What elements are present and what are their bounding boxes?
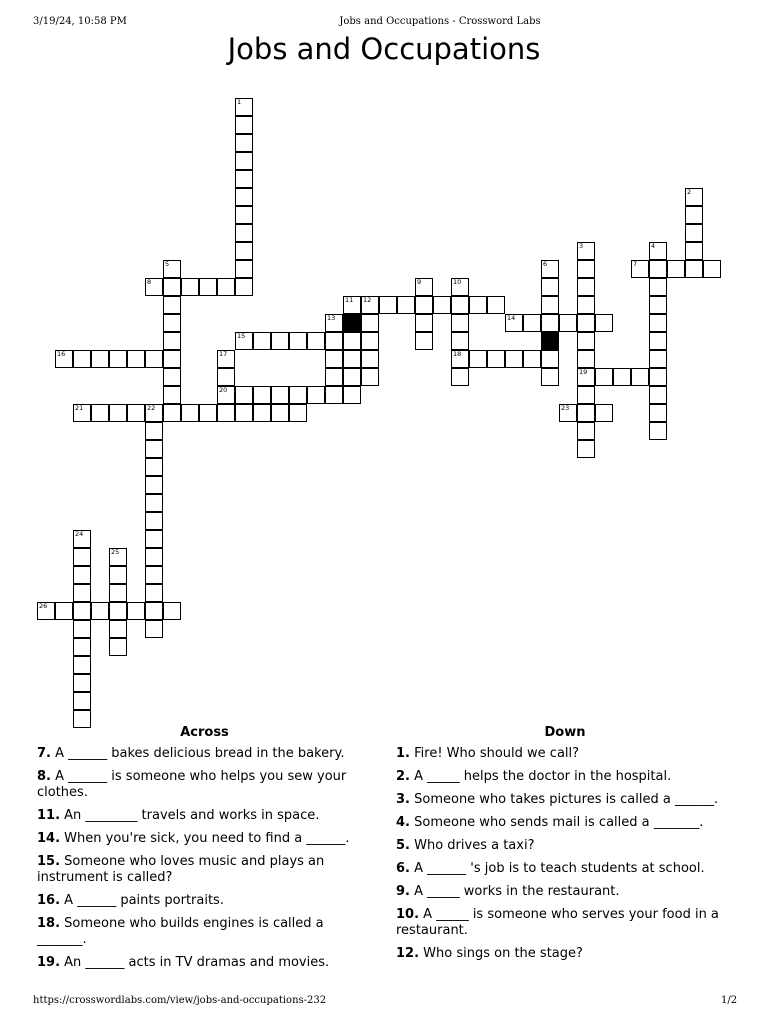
grid-cell[interactable] bbox=[577, 404, 595, 422]
across-clue-text: Someone who builds engines is called a _______. bbox=[37, 916, 324, 947]
grid-cell[interactable] bbox=[451, 332, 469, 350]
down-clue-number: 12. bbox=[396, 946, 420, 961]
grid-cell[interactable] bbox=[703, 260, 721, 278]
down-clue-number: 2. bbox=[396, 769, 410, 784]
grid-cell[interactable] bbox=[577, 350, 595, 368]
across-clue-number: 8. bbox=[37, 769, 51, 784]
grid-cell[interactable] bbox=[109, 602, 127, 620]
grid-cell[interactable] bbox=[451, 314, 469, 332]
grid-cell[interactable] bbox=[415, 314, 433, 332]
print-page-number: 1/2 bbox=[721, 995, 738, 1006]
across-heading: Across bbox=[180, 725, 229, 740]
grid-cell[interactable] bbox=[361, 368, 379, 386]
grid-cell[interactable] bbox=[343, 332, 361, 350]
grid-cell[interactable] bbox=[235, 278, 253, 296]
grid-cell[interactable] bbox=[127, 602, 145, 620]
grid-cell[interactable] bbox=[235, 206, 253, 224]
grid-cell[interactable] bbox=[289, 332, 307, 350]
grid-cell[interactable] bbox=[559, 404, 577, 422]
grid-cell[interactable] bbox=[145, 422, 163, 440]
grid-cell[interactable] bbox=[289, 386, 307, 404]
grid-cell[interactable] bbox=[577, 332, 595, 350]
grid-cell[interactable] bbox=[649, 404, 667, 422]
grid-cell[interactable] bbox=[577, 422, 595, 440]
print-page-title: Jobs and Occupations - Crossword Labs bbox=[339, 16, 541, 27]
down-clue-text: A ______ 's job is to teach students at school. bbox=[409, 861, 705, 876]
grid-cell[interactable] bbox=[163, 296, 181, 314]
grid-clue-number: 14 bbox=[507, 314, 516, 322]
grid-cell[interactable] bbox=[685, 188, 703, 206]
grid-cell[interactable] bbox=[595, 368, 613, 386]
across-column bbox=[37, 725, 372, 978]
grid-cell[interactable] bbox=[73, 638, 91, 656]
across-clue bbox=[37, 808, 372, 824]
grid-cell[interactable] bbox=[523, 350, 541, 368]
grid-cell[interactable] bbox=[235, 260, 253, 278]
across-clue-number: 19. bbox=[37, 955, 61, 970]
grid-clue-number: 12 bbox=[363, 296, 372, 304]
grid-cell[interactable] bbox=[379, 296, 397, 314]
grid-cell[interactable] bbox=[109, 548, 127, 566]
puzzle-title: Jobs and Occupations bbox=[227, 32, 541, 66]
grid-cell[interactable] bbox=[577, 296, 595, 314]
grid-cell[interactable] bbox=[73, 620, 91, 638]
grid-cell[interactable] bbox=[109, 638, 127, 656]
down-clue bbox=[396, 946, 734, 962]
down-clue-list bbox=[396, 746, 734, 962]
across-clue bbox=[37, 893, 372, 909]
grid-cell[interactable] bbox=[145, 530, 163, 548]
down-clue bbox=[396, 861, 734, 877]
grid-cell[interactable] bbox=[541, 278, 559, 296]
grid-cell[interactable] bbox=[451, 296, 469, 314]
grid-cell[interactable] bbox=[685, 260, 703, 278]
grid-clue-number: 6 bbox=[543, 260, 548, 268]
across-clue-text: An ______ acts in TV dramas and movies. bbox=[60, 955, 330, 970]
grid-cell[interactable] bbox=[469, 296, 487, 314]
grid-clue-number: 4 bbox=[651, 242, 656, 250]
grid-cell[interactable] bbox=[73, 350, 91, 368]
across-clue-text: When you're sick, you need to find a ______. bbox=[60, 831, 350, 846]
grid-clue-number: 7 bbox=[633, 260, 638, 268]
grid-cell[interactable] bbox=[235, 98, 253, 116]
down-clue-number: 1. bbox=[396, 746, 410, 761]
grid-cell[interactable] bbox=[649, 368, 667, 386]
grid-cell[interactable] bbox=[451, 350, 469, 368]
across-clue bbox=[37, 769, 372, 801]
grid-cell[interactable] bbox=[469, 350, 487, 368]
grid-cell[interactable] bbox=[271, 404, 289, 422]
grid-cell[interactable] bbox=[541, 296, 559, 314]
down-clue-text: Who drives a taxi? bbox=[409, 838, 535, 853]
grid-cell[interactable] bbox=[73, 566, 91, 584]
grid-cell[interactable] bbox=[235, 332, 253, 350]
grid-cell[interactable] bbox=[577, 368, 595, 386]
grid-cell[interactable] bbox=[163, 368, 181, 386]
grid-clue-number: 24 bbox=[75, 530, 84, 538]
grid-cell[interactable] bbox=[145, 494, 163, 512]
grid-cell[interactable] bbox=[505, 314, 523, 332]
grid-cell[interactable] bbox=[667, 260, 685, 278]
grid-clue-number: 13 bbox=[327, 314, 336, 322]
down-clue bbox=[396, 838, 734, 854]
grid-cell[interactable] bbox=[73, 674, 91, 692]
grid-cell[interactable] bbox=[325, 350, 343, 368]
grid-cell[interactable] bbox=[649, 422, 667, 440]
grid-cell[interactable] bbox=[145, 566, 163, 584]
across-clue-number: 11. bbox=[37, 808, 61, 823]
grid-cell[interactable] bbox=[163, 602, 181, 620]
grid-cell[interactable] bbox=[217, 278, 235, 296]
grid-cell[interactable] bbox=[577, 278, 595, 296]
grid-cell[interactable] bbox=[685, 242, 703, 260]
grid-cell[interactable] bbox=[109, 620, 127, 638]
grid-clue-number: 11 bbox=[345, 296, 354, 304]
grid-cell[interactable] bbox=[343, 386, 361, 404]
grid-cell[interactable] bbox=[163, 332, 181, 350]
down-clue-text: A _____ helps the doctor in the hospital. bbox=[409, 769, 672, 784]
across-clue-text: An ________ travels and works in space. bbox=[60, 808, 320, 823]
grid-cell[interactable] bbox=[343, 296, 361, 314]
grid-cell[interactable] bbox=[145, 440, 163, 458]
grid-cell[interactable] bbox=[631, 368, 649, 386]
across-clue bbox=[37, 854, 372, 886]
across-clue bbox=[37, 746, 372, 762]
grid-clue-number: 2 bbox=[687, 188, 692, 196]
grid-cell[interactable] bbox=[595, 314, 613, 332]
grid-clue-number: 16 bbox=[57, 350, 66, 358]
grid-cell[interactable] bbox=[217, 404, 235, 422]
grid-cell[interactable] bbox=[541, 260, 559, 278]
grid-cell[interactable] bbox=[163, 404, 181, 422]
grid-cell[interactable] bbox=[523, 314, 541, 332]
grid-cell[interactable] bbox=[451, 368, 469, 386]
down-clue-text: Who sings on the stage? bbox=[419, 946, 583, 961]
grid-cell[interactable] bbox=[649, 296, 667, 314]
down-column bbox=[396, 725, 734, 969]
across-clue-text: A ______ bakes delicious bread in the bakery. bbox=[50, 746, 345, 761]
grid-cell[interactable] bbox=[631, 260, 649, 278]
grid-cell[interactable] bbox=[325, 332, 343, 350]
grid-cell[interactable] bbox=[73, 692, 91, 710]
grid-clue-number: 9 bbox=[417, 278, 422, 286]
grid-cell[interactable] bbox=[577, 386, 595, 404]
grid-clue-number: 17 bbox=[219, 350, 228, 358]
grid-cell[interactable] bbox=[271, 332, 289, 350]
down-clue-text: Fire! Who should we call? bbox=[409, 746, 580, 761]
print-datetime: 3/19/24, 10:58 PM bbox=[33, 16, 127, 27]
grid-cell[interactable] bbox=[55, 350, 73, 368]
grid-cell[interactable] bbox=[145, 602, 163, 620]
down-clue bbox=[396, 746, 734, 762]
grid-cell[interactable] bbox=[397, 296, 415, 314]
grid-cell[interactable] bbox=[541, 314, 559, 332]
grid-clue-number: 23 bbox=[561, 404, 570, 412]
down-clue-text: A _____ works in the restaurant. bbox=[409, 884, 620, 899]
down-clue-text: Someone who takes pictures is called a ______. bbox=[409, 792, 719, 807]
across-clue bbox=[37, 955, 372, 971]
across-clue bbox=[37, 831, 372, 847]
grid-cell[interactable] bbox=[613, 368, 631, 386]
grid-cell[interactable] bbox=[595, 404, 613, 422]
grid-cell[interactable] bbox=[343, 368, 361, 386]
grid-cell[interactable] bbox=[649, 242, 667, 260]
grid-cell[interactable] bbox=[325, 386, 343, 404]
grid-cell[interactable] bbox=[91, 404, 109, 422]
grid-cell[interactable] bbox=[325, 314, 343, 332]
across-clue-number: 7. bbox=[37, 746, 51, 761]
grid-cell[interactable] bbox=[145, 404, 163, 422]
grid-cell[interactable] bbox=[145, 458, 163, 476]
grid-cell[interactable] bbox=[577, 242, 595, 260]
grid-cell[interactable] bbox=[685, 206, 703, 224]
grid-clue-number: 8 bbox=[147, 278, 152, 286]
grid-cell[interactable] bbox=[127, 404, 145, 422]
grid-cell[interactable] bbox=[73, 530, 91, 548]
grid-clue-number: 22 bbox=[147, 404, 156, 412]
grid-cell[interactable] bbox=[235, 170, 253, 188]
grid-cell[interactable] bbox=[199, 404, 217, 422]
across-clue-number: 15. bbox=[37, 854, 61, 869]
grid-clue-number: 25 bbox=[111, 548, 120, 556]
grid-cell[interactable] bbox=[505, 350, 523, 368]
grid-cell[interactable] bbox=[91, 350, 109, 368]
down-clue-number: 6. bbox=[396, 861, 410, 876]
grid-cell[interactable] bbox=[109, 584, 127, 602]
grid-cell[interactable] bbox=[91, 602, 109, 620]
grid-cell[interactable] bbox=[307, 332, 325, 350]
grid-cell[interactable] bbox=[145, 476, 163, 494]
grid-cell[interactable] bbox=[649, 314, 667, 332]
grid-cell[interactable] bbox=[343, 350, 361, 368]
grid-cell[interactable] bbox=[73, 602, 91, 620]
across-clue-text: Someone who loves music and plays an instrument is called? bbox=[37, 854, 325, 885]
grid-cell[interactable] bbox=[433, 296, 451, 314]
grid-cell[interactable] bbox=[163, 260, 181, 278]
grid-cell[interactable] bbox=[415, 332, 433, 350]
grid-clue-number: 26 bbox=[39, 602, 48, 610]
print-url: https://crosswordlabs.com/view/jobs-and-occupations-232 bbox=[33, 995, 327, 1006]
grid-cell[interactable] bbox=[145, 548, 163, 566]
grid-cell[interactable] bbox=[307, 386, 325, 404]
grid-cell[interactable] bbox=[109, 350, 127, 368]
grid-cell[interactable] bbox=[145, 620, 163, 638]
grid-cell[interactable] bbox=[271, 386, 289, 404]
grid-cell[interactable] bbox=[235, 242, 253, 260]
grid-cell[interactable] bbox=[73, 404, 91, 422]
grid-cell[interactable] bbox=[217, 368, 235, 386]
grid-cell[interactable] bbox=[109, 566, 127, 584]
grid-cell[interactable] bbox=[577, 260, 595, 278]
across-clue bbox=[37, 916, 372, 948]
grid-cell[interactable] bbox=[235, 386, 253, 404]
grid-cell[interactable] bbox=[73, 656, 91, 674]
grid-cell[interactable] bbox=[685, 224, 703, 242]
down-clue-text: A _____ is someone who serves your food in a restaurant. bbox=[396, 907, 719, 938]
grid-cell[interactable] bbox=[487, 296, 505, 314]
grid-cell[interactable] bbox=[649, 260, 667, 278]
grid-cell[interactable] bbox=[127, 350, 145, 368]
grid-clue-number: 1 bbox=[237, 98, 242, 106]
grid-cell[interactable] bbox=[361, 314, 379, 332]
grid-cell[interactable] bbox=[145, 512, 163, 530]
grid-cell[interactable] bbox=[325, 368, 343, 386]
grid-clue-number: 3 bbox=[579, 242, 584, 250]
grid-cell[interactable] bbox=[181, 404, 199, 422]
grid-clue-number: 15 bbox=[237, 332, 246, 340]
grid-cell[interactable] bbox=[649, 386, 667, 404]
grid-cell[interactable] bbox=[235, 116, 253, 134]
grid-cell[interactable] bbox=[217, 386, 235, 404]
grid-cell[interactable] bbox=[145, 350, 163, 368]
grid-cell[interactable] bbox=[217, 350, 235, 368]
down-clue-text: Someone who sends mail is called a _______. bbox=[409, 815, 704, 830]
down-clue-number: 10. bbox=[396, 907, 420, 922]
across-clue-number: 18. bbox=[37, 916, 61, 931]
down-clue bbox=[396, 815, 734, 831]
down-heading: Down bbox=[544, 725, 586, 740]
grid-cell[interactable] bbox=[235, 404, 253, 422]
grid-cell[interactable] bbox=[199, 278, 217, 296]
grid-cell[interactable] bbox=[109, 404, 127, 422]
grid-cell[interactable] bbox=[181, 278, 199, 296]
grid-cell[interactable] bbox=[415, 278, 433, 296]
grid-cell[interactable] bbox=[253, 386, 271, 404]
grid-cell[interactable] bbox=[577, 314, 595, 332]
grid-cell[interactable] bbox=[361, 350, 379, 368]
grid-cell[interactable] bbox=[145, 584, 163, 602]
down-clue-number: 9. bbox=[396, 884, 410, 899]
across-clue-number: 14. bbox=[37, 831, 61, 846]
grid-cell[interactable] bbox=[235, 224, 253, 242]
grid-cell[interactable] bbox=[577, 440, 595, 458]
grid-cell[interactable] bbox=[451, 278, 469, 296]
grid-cell[interactable] bbox=[163, 350, 181, 368]
grid-cell[interactable] bbox=[649, 332, 667, 350]
grid-cell[interactable] bbox=[235, 152, 253, 170]
grid-cell[interactable] bbox=[415, 296, 433, 314]
down-clue-number: 5. bbox=[396, 838, 410, 853]
down-clue-number: 4. bbox=[396, 815, 410, 830]
down-clue bbox=[396, 792, 734, 808]
grid-cell[interactable] bbox=[163, 278, 181, 296]
grid-cell[interactable] bbox=[235, 188, 253, 206]
grid-clue-number: 18 bbox=[453, 350, 462, 358]
grid-clue-number: 5 bbox=[165, 260, 170, 268]
grid-block bbox=[343, 314, 361, 332]
grid-cell[interactable] bbox=[73, 584, 91, 602]
grid-cell[interactable] bbox=[235, 134, 253, 152]
grid-cell[interactable] bbox=[163, 386, 181, 404]
grid-cell[interactable] bbox=[163, 314, 181, 332]
grid-cell[interactable] bbox=[361, 332, 379, 350]
grid-cell[interactable] bbox=[253, 332, 271, 350]
down-clue-number: 3. bbox=[396, 792, 410, 807]
grid-cell[interactable] bbox=[649, 278, 667, 296]
grid-cell[interactable] bbox=[73, 548, 91, 566]
grid-cell[interactable] bbox=[541, 350, 559, 368]
grid-cell[interactable] bbox=[37, 602, 55, 620]
grid-cell[interactable] bbox=[487, 350, 505, 368]
grid-clue-number: 21 bbox=[75, 404, 84, 412]
grid-block bbox=[541, 332, 559, 350]
grid-cell[interactable] bbox=[253, 404, 271, 422]
grid-cell[interactable] bbox=[559, 314, 577, 332]
grid-cell[interactable] bbox=[649, 350, 667, 368]
across-clue-number: 16. bbox=[37, 893, 61, 908]
grid-cell[interactable] bbox=[145, 278, 163, 296]
grid-clue-number: 10 bbox=[453, 278, 462, 286]
across-clue-text: A ______ paints portraits. bbox=[60, 893, 224, 908]
grid-clue-number: 20 bbox=[219, 386, 228, 394]
across-clue-list bbox=[37, 746, 372, 971]
grid-cell[interactable] bbox=[541, 368, 559, 386]
down-clue bbox=[396, 884, 734, 900]
down-clue bbox=[396, 907, 734, 939]
down-clue bbox=[396, 769, 734, 785]
grid-cell[interactable] bbox=[289, 404, 307, 422]
grid-cell[interactable] bbox=[361, 296, 379, 314]
grid-cell[interactable] bbox=[55, 602, 73, 620]
grid-clue-number: 19 bbox=[579, 368, 588, 376]
across-clue-text: A ______ is someone who helps you sew your clothes. bbox=[37, 769, 347, 800]
